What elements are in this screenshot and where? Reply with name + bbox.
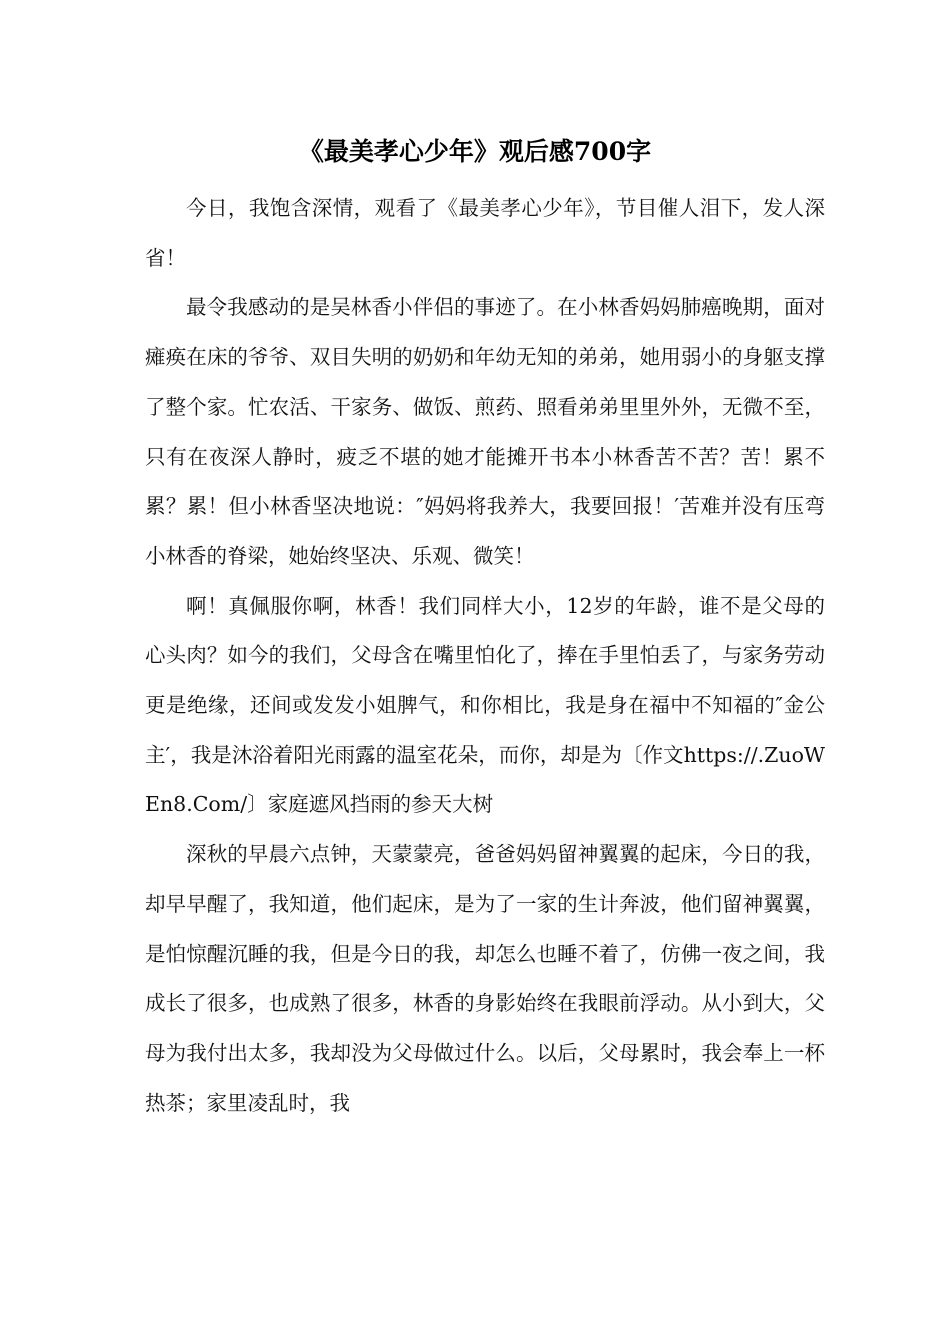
paragraph-2: 最令我感动的是吴林香小伴侣的事迹了。在小林香妈妈肺癌晚期，面对瘫痪在床的爷爷、双目失明的奶奶和年幼无知的弟弟，她用弱小的身躯支撑了整个家。忙农活、干家务、做饭、煎药、照看弟弟里里外外，无微不至，只有在夜深人静时，疲乏不堪的她才能摊开书本小林香苦不苦？苦！累不累？累！但小林香坚决地说：″妈妈将我养大，我要回报！′苦难并没有压弯小林香的脊梁，她始终坚决、乐观、微笑！ (145, 295, 825, 568)
paragraph-4: 深秋的早晨六点钟，天蒙蒙亮，爸爸妈妈留神翼翼的起床，今日的我，却早早醒了，我知道，他们起床，是为了一家的生计奔波，他们留神翼翼，是怕惊醒沉睡的我，但是今日的我，却怎么也睡不着了，仿佛一夜之间，我成长了很多，也成熟了很多，林香的身影始终在我眼前浮动。从小到大，父母为我付出太多，我却没为父母做过什么。以后，父母累时，我会奉上一杯热茶；家里凌乱时，我 (145, 842, 825, 1115)
article-body (145, 184, 825, 1128)
paragraph-1: 今日，我饱含深情，观看了《最美孝心少年》，节目催人泪下，发人深省！ (145, 196, 825, 270)
paragraph-3: 啊！真佩服你啊，林香！我们同样大小，12岁的年龄，谁不是父母的心头肉？如今的我们，父母含在嘴里怕化了，捧在手里怕丢了，与家务劳动更是绝缘，还间或发发小姐脾气，和你相比，我是身在福中不知福的″金公主′，我是沐浴着阳光雨露的温室花朵，而你，却是为〔作文https://.ZuoWEn8.Com/〕家庭遮风挡雨的参天大树 (145, 593, 825, 817)
page-title: 《最美孝心少年》观后感700字 (298, 137, 652, 166)
